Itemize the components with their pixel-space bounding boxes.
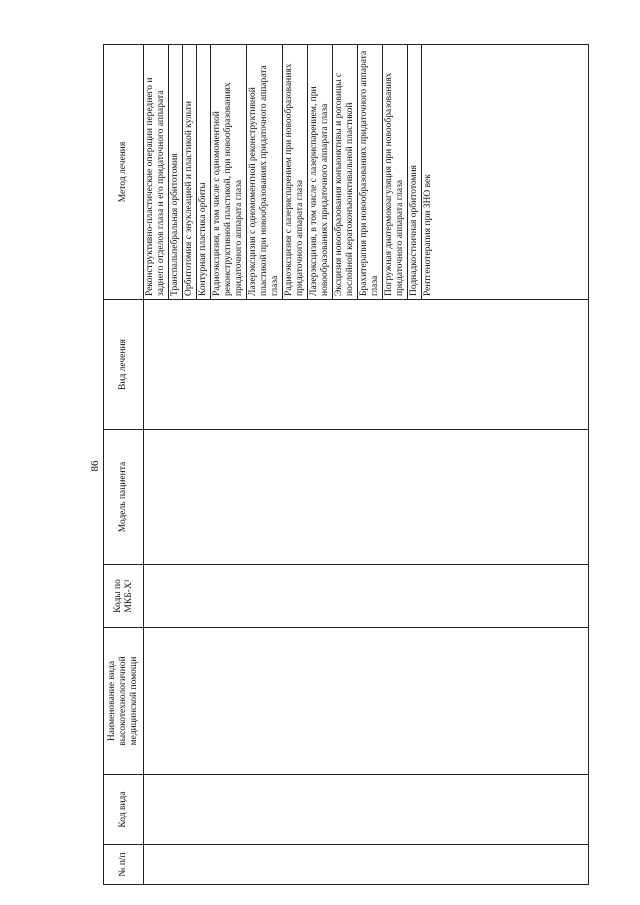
header-icd: Коды по МКБ-Х¹	[104, 565, 144, 628]
method-item: Поднадкостничная орбитотомия	[408, 45, 422, 299]
header-name: Наименование вида высокотехнологичной медицинской помощи	[104, 628, 144, 775]
header-method: Метод лечения	[104, 45, 144, 300]
method-item: Брахитерапия при новообразованиях придаточного аппарата глаза	[358, 45, 383, 299]
page-number: 86	[89, 460, 101, 472]
header-num: № п/п	[104, 845, 144, 885]
method-item: Радиоэксцизия, в том числе с одномоментной реконструктивной пластикой, при новообразованиях придаточного аппарата глаза	[211, 45, 247, 299]
method-item: Лазерэксцизия с одномоментной реконструктивной пластикой при новообразованиях придаточного аппарата глаза	[247, 45, 283, 299]
header-treatment-type: Вид лечения	[104, 300, 144, 430]
method-item: Радиоэксцизия с лазериспарением при новообразованиях придаточного аппарата глаза	[283, 45, 308, 299]
method-item: Погружная диатермокоагуляция при новообразованиях придаточного аппарата глаза	[383, 45, 408, 299]
method-item: Эксцизия новообразования конъюнктивы и роговицы с послойной кератоконъюнктивальной пластикой	[333, 45, 358, 299]
method-item: Реконструктивно-пластические операции переднего и заднего отделов глаза и его придаточного аппарата	[144, 45, 169, 299]
treatment-table	[103, 44, 589, 885]
cell-num	[144, 845, 589, 885]
header-code: Код вида	[104, 775, 144, 845]
rotated-table-container	[103, 45, 589, 885]
body-row	[144, 45, 589, 885]
cell-model	[144, 430, 589, 565]
method-item: Контурная пластика орбиты	[197, 45, 211, 299]
header-model: Модель пациента	[104, 430, 144, 565]
method-item: Лазерэксцизия, в том числе с лазериспарением, при новообразованиях придаточного аппарата глаза	[308, 45, 333, 299]
cell-treatment-type	[144, 300, 589, 430]
method-item: Транспальпебральная орбитотомия	[169, 45, 183, 299]
method-item: Рентгенотерапия при ЗНО век	[423, 174, 433, 296]
method-item: Орбитотомия с энуклеацией и пластикой культи	[183, 45, 197, 299]
cell-name	[144, 628, 589, 775]
cell-code	[144, 775, 589, 845]
cell-icd	[144, 565, 589, 628]
header-row	[104, 45, 144, 885]
cell-methods	[144, 45, 589, 300]
